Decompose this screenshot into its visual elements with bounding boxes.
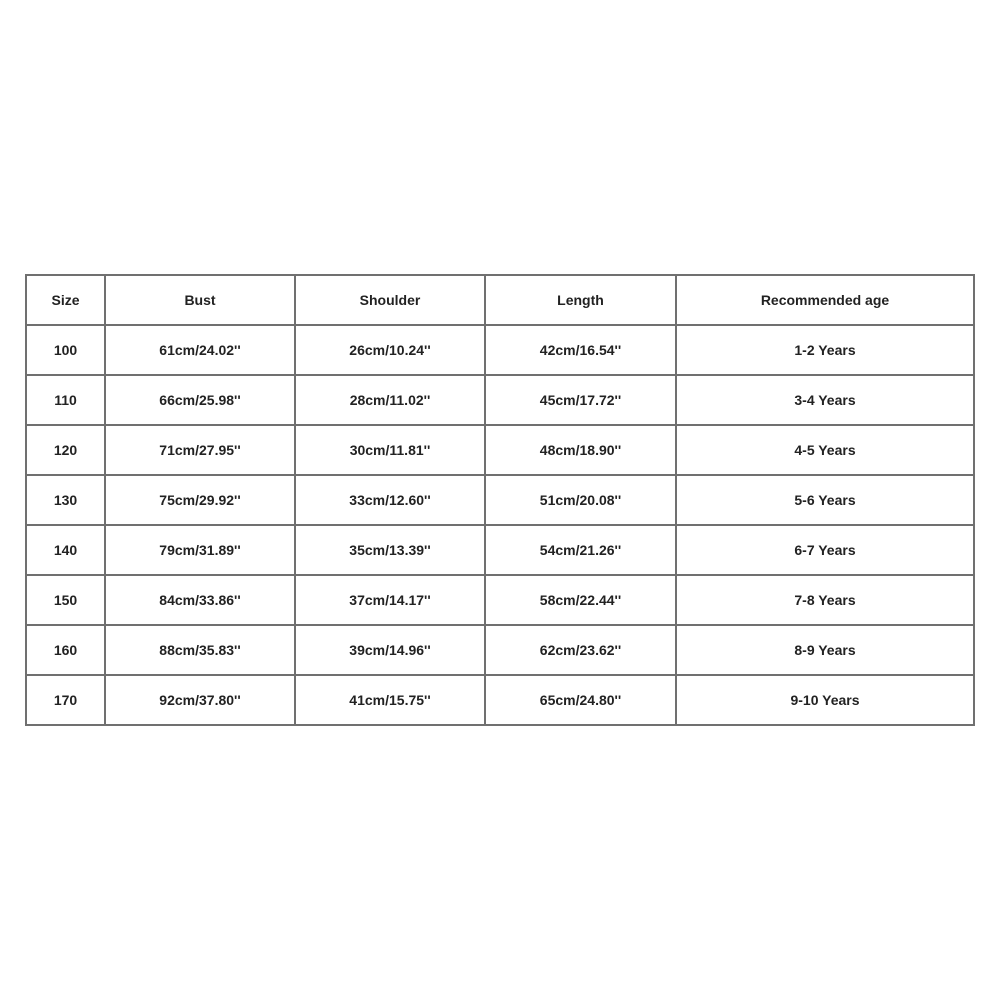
table-row [27,476,975,526]
cell-recommended-age: 4-5 Years [677,426,975,476]
cell-bust: 84cm/33.86'' [106,576,296,626]
cell-bust: 88cm/35.83'' [106,626,296,676]
cell-size: 130 [27,476,106,526]
table-row [27,676,975,726]
cell-length: 48cm/18.90'' [486,426,677,476]
cell-length: 58cm/22.44'' [486,576,677,626]
header-length: Length [486,276,677,326]
cell-bust: 79cm/31.89'' [106,526,296,576]
cell-size: 160 [27,626,106,676]
table-header-row [27,276,975,326]
cell-shoulder: 35cm/13.39'' [296,526,486,576]
table-row [27,626,975,676]
cell-bust: 61cm/24.02'' [106,326,296,376]
cell-size: 110 [27,376,106,426]
cell-length: 51cm/20.08'' [486,476,677,526]
cell-length: 42cm/16.54'' [486,326,677,376]
cell-shoulder: 41cm/15.75'' [296,676,486,726]
cell-length: 62cm/23.62'' [486,626,677,676]
cell-recommended-age: 3-4 Years [677,376,975,426]
cell-bust: 66cm/25.98'' [106,376,296,426]
header-size: Size [27,276,106,326]
cell-length: 65cm/24.80'' [486,676,677,726]
cell-bust: 75cm/29.92'' [106,476,296,526]
cell-shoulder: 39cm/14.96'' [296,626,486,676]
table-row [27,526,975,576]
header-recommended-age: Recommended age [677,276,975,326]
cell-shoulder: 33cm/12.60'' [296,476,486,526]
cell-size: 140 [27,526,106,576]
cell-length: 45cm/17.72'' [486,376,677,426]
table-row [27,576,975,626]
cell-recommended-age: 1-2 Years [677,326,975,376]
size-chart-table [25,274,975,726]
header-shoulder: Shoulder [296,276,486,326]
cell-shoulder: 26cm/10.24'' [296,326,486,376]
table-row [27,426,975,476]
cell-recommended-age: 6-7 Years [677,526,975,576]
cell-recommended-age: 8-9 Years [677,626,975,676]
cell-recommended-age: 5-6 Years [677,476,975,526]
cell-bust: 71cm/27.95'' [106,426,296,476]
table-row [27,376,975,426]
cell-length: 54cm/21.26'' [486,526,677,576]
cell-size: 150 [27,576,106,626]
header-bust: Bust [106,276,296,326]
cell-bust: 92cm/37.80'' [106,676,296,726]
table-row [27,326,975,376]
cell-recommended-age: 7-8 Years [677,576,975,626]
cell-size: 100 [27,326,106,376]
cell-recommended-age: 9-10 Years [677,676,975,726]
cell-shoulder: 30cm/11.81'' [296,426,486,476]
cell-shoulder: 37cm/14.17'' [296,576,486,626]
cell-size: 120 [27,426,106,476]
cell-size: 170 [27,676,106,726]
cell-shoulder: 28cm/11.02'' [296,376,486,426]
